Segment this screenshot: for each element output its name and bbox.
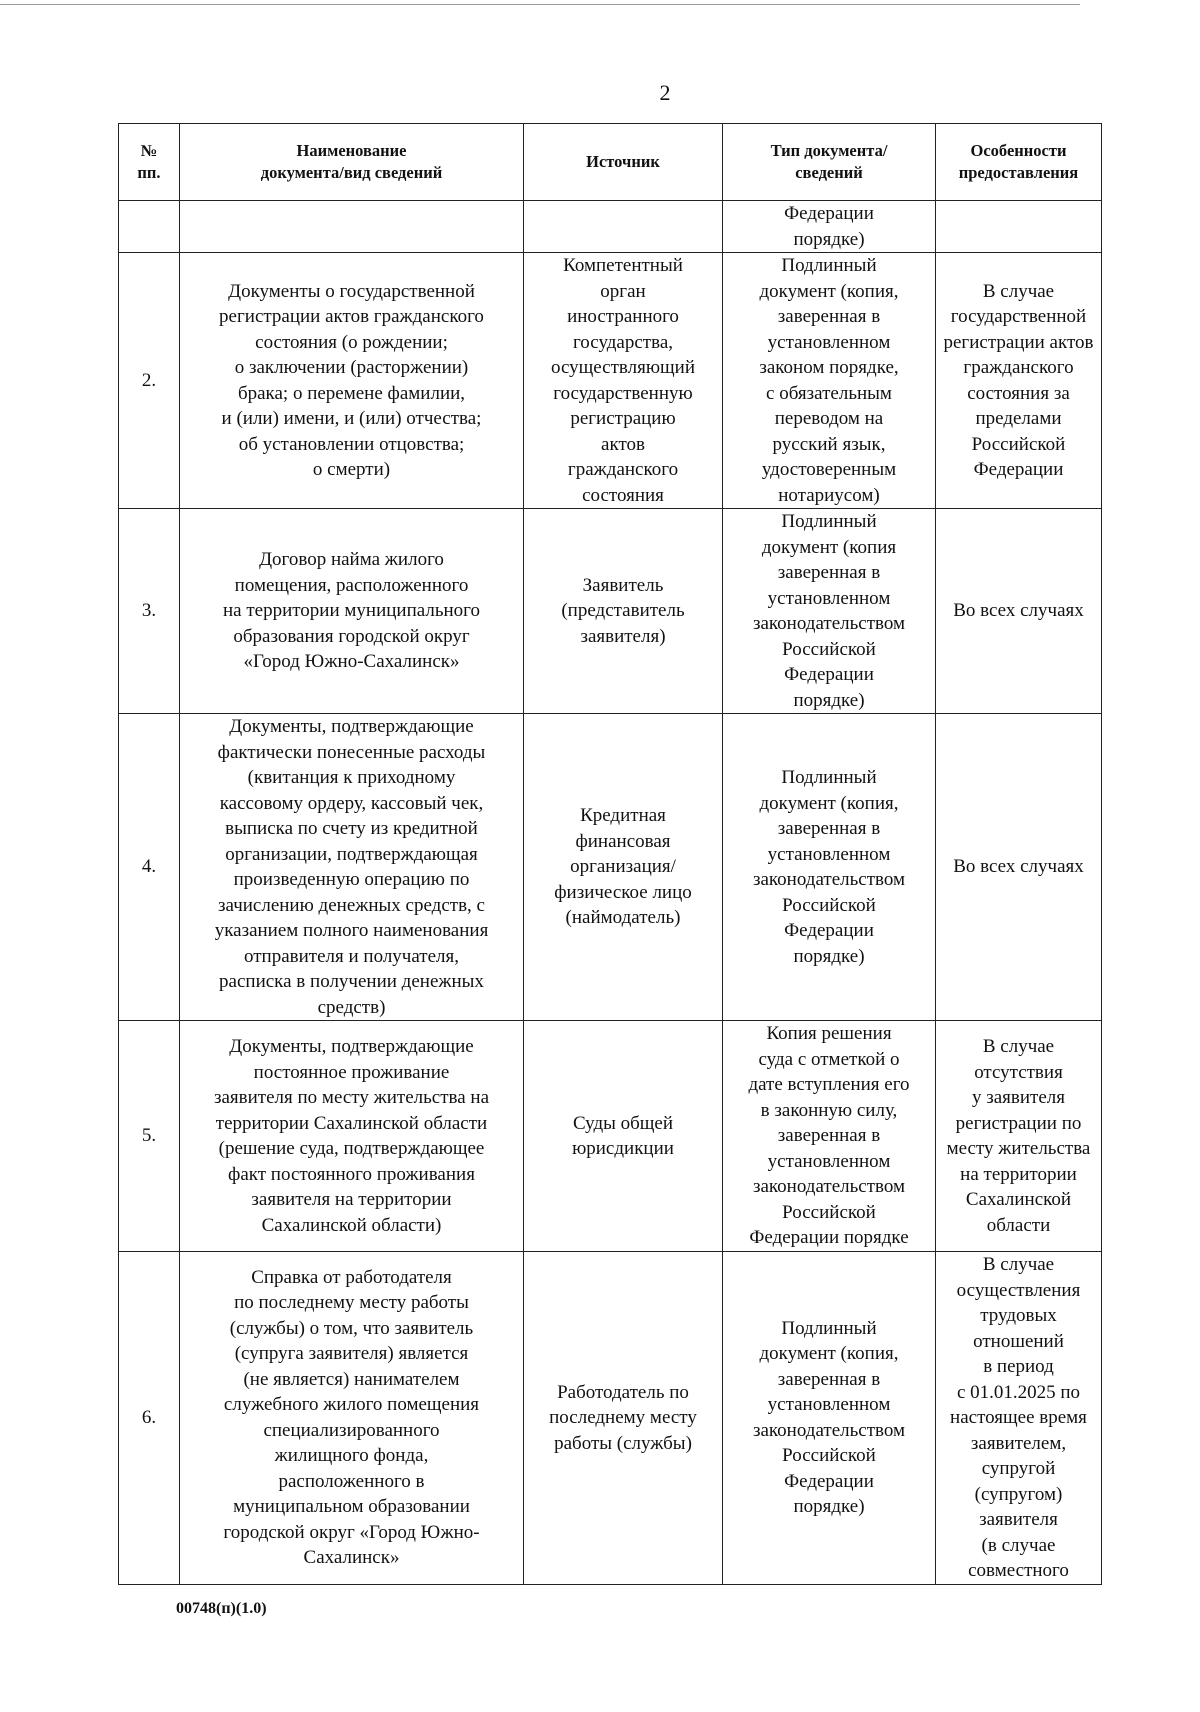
- header-type: Тип документа/ сведений: [723, 124, 936, 201]
- cell-source: Суды общей юрисдикции: [524, 1021, 723, 1252]
- documents-table: [118, 123, 1102, 1585]
- cell-features: Во всех случаях: [936, 714, 1102, 1021]
- cell-type: Копия решения суда с отметкой о дате вступления его в законную силу, заверенная в установленном законодательством Российской Федерации порядке: [723, 1021, 936, 1252]
- cell-num: 2.: [119, 253, 180, 509]
- cell-source: Кредитная финансовая организация/ физическое лицо (наймодатель): [524, 714, 723, 1021]
- cell-type: Подлинный документ (копия, заверенная в установленном законодательством Российской Федерации порядке): [723, 1252, 936, 1585]
- table-header-row: [119, 124, 1102, 201]
- table-row: [119, 201, 1102, 253]
- header-source: Источник: [524, 124, 723, 201]
- cell-source: Работодатель по последнему месту работы (службы): [524, 1252, 723, 1585]
- cell-name: Документы, подтверждающие постоянное проживание заявителя по месту жительства на территории Сахалинской области (решение суда, подтверждающее факт постоянного проживания заявителя на территории Сахалинской области): [180, 1021, 524, 1252]
- cell-type: Подлинный документ (копия заверенная в установленном законодательством Российской Федерации порядке): [723, 509, 936, 714]
- cell-features: Во всех случаях: [936, 509, 1102, 714]
- table-row: [119, 1252, 1102, 1585]
- table-row: [119, 509, 1102, 714]
- cell-features: В случае государственной регистрации актов гражданского состояния за пределами Российской Федерации: [936, 253, 1102, 509]
- cell-num: 3.: [119, 509, 180, 714]
- cell-name: Договор найма жилого помещения, расположенного на территории муниципального образования городской округ «Город Южно-Сахалинск»: [180, 509, 524, 714]
- cell-type: Подлинный документ (копия, заверенная в установленном законодательством Российской Федерации порядке): [723, 714, 936, 1021]
- page-number: 2: [659, 80, 671, 105]
- cell-num: [119, 201, 180, 253]
- header-features: Особенности предоставления: [936, 124, 1102, 201]
- cell-num: 5.: [119, 1021, 180, 1252]
- cell-features: В случае осуществления трудовых отношений в период с 01.01.2025 по настоящее время заявителем, супругой (супругом) заявителя (в случае совместного: [936, 1252, 1102, 1585]
- table-row: [119, 253, 1102, 509]
- header-name: Наименование документа/вид сведений: [180, 124, 524, 201]
- cell-source: Компетентный орган иностранного государства, осуществляющий государственную регистрацию актов гражданского состояния: [524, 253, 723, 509]
- cell-name: Справка от работодателя по последнему месту работы (службы) о том, что заявитель (супруга заявителя) является (не является) нанимателем служебного жилого помещения специализированного жилищного фонда, расположенного в муниципальном образовании городской округ «Город Южно- Сахалинск»: [180, 1252, 524, 1585]
- cell-num: 6.: [119, 1252, 180, 1585]
- cell-num: 4.: [119, 714, 180, 1021]
- cell-source: Заявитель (представитель заявителя): [524, 509, 723, 714]
- document-code: 00748(п)(1.0): [176, 1600, 267, 1617]
- cell-name: Документы, подтверждающие фактически понесенные расходы (квитанция к приходному кассовому ордеру, кассовый чек, выписка по счету из кредитной организации, подтверждающая произведенную операцию по зачислению денежных средств, с указанием полного наименования отправителя и получателя, расписка в получении денежных средств): [180, 714, 524, 1021]
- cell-type: Подлинный документ (копия, заверенная в установленном законом порядке, с обязательным переводом на русский язык, удостоверенным нотариусом): [723, 253, 936, 509]
- table-row: [119, 714, 1102, 1021]
- cell-source: [524, 201, 723, 253]
- top-border-line: [0, 4, 1080, 5]
- cell-features: [936, 201, 1102, 253]
- cell-type: Федерации порядке): [723, 201, 936, 253]
- header-num: № пп.: [119, 124, 180, 201]
- table-row: [119, 1021, 1102, 1252]
- cell-name: [180, 201, 524, 253]
- cell-name: Документы о государственной регистрации актов гражданского состояния (о рождении; о заключении (расторжении) брака; о перемене фамилии, и (или) имени, и (или) отчества; об установлении отцовства; о смерти): [180, 253, 524, 509]
- cell-features: В случае отсутствия у заявителя регистрации по месту жительства на территории Сахалинской области: [936, 1021, 1102, 1252]
